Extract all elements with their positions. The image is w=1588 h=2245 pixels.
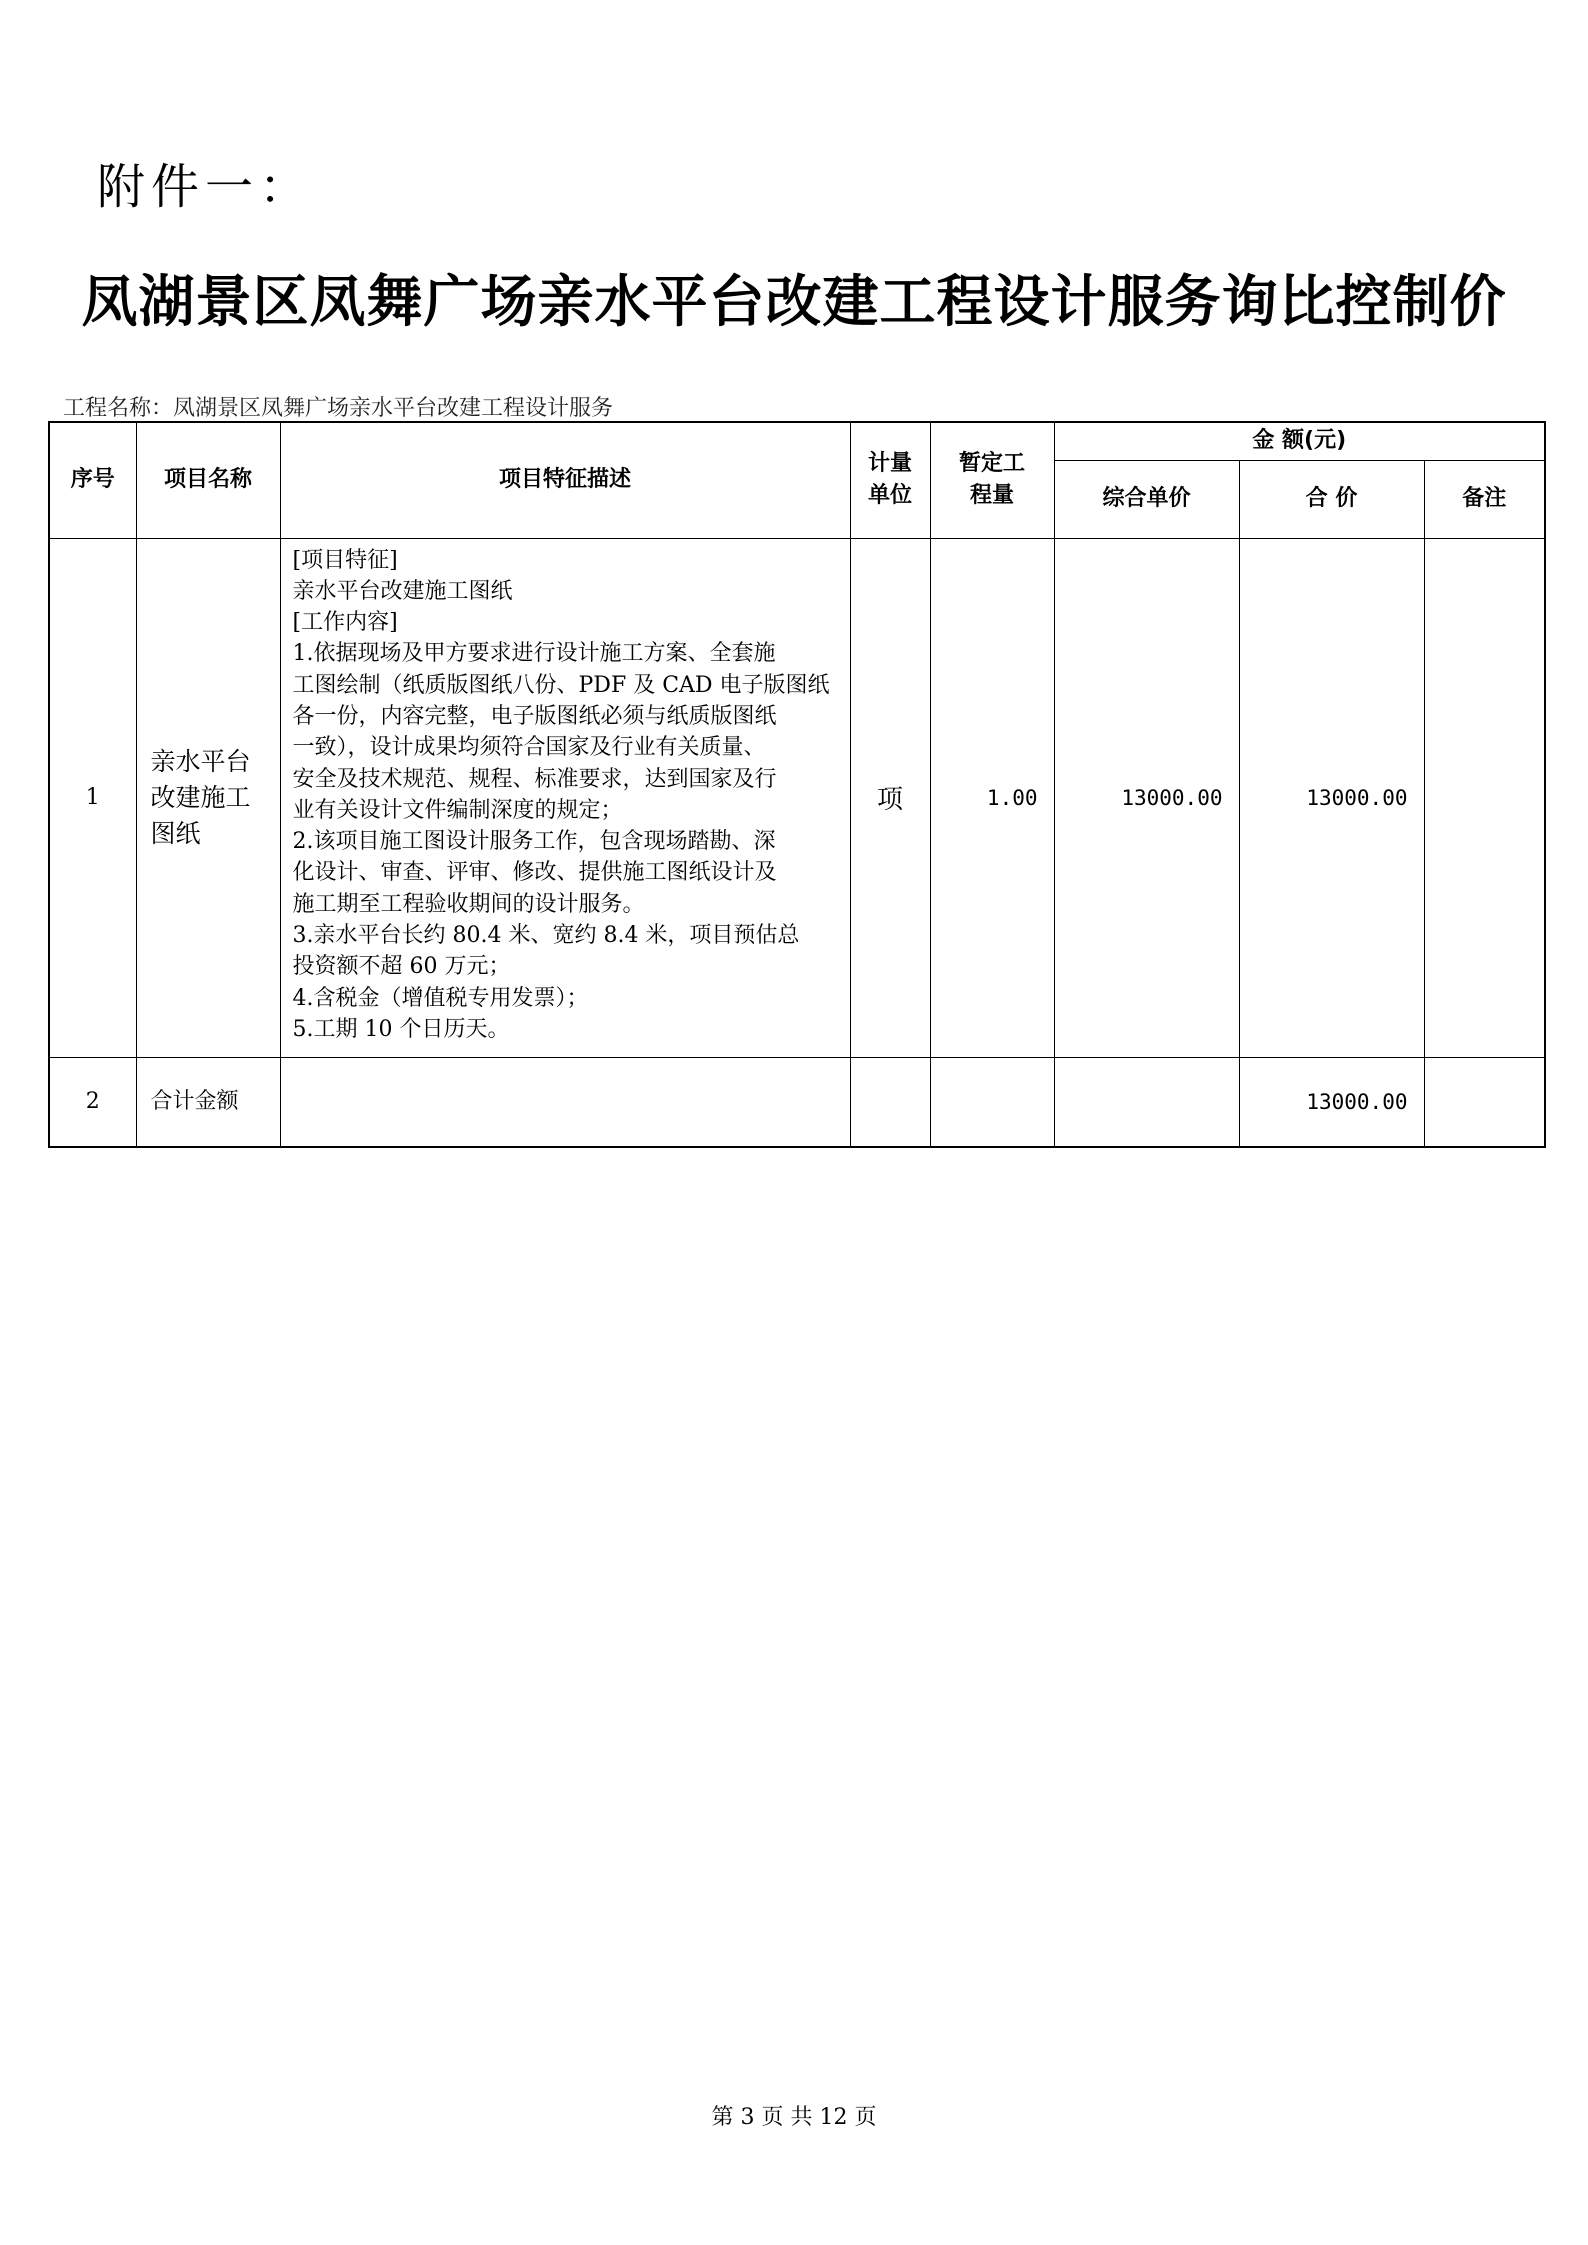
row-2-seq: 2: [49, 1057, 136, 1147]
item-name-line: 图纸: [150, 818, 201, 848]
header-item-name: 项目名称: [136, 422, 280, 538]
table-row: [49, 538, 1545, 1057]
header-unit-line-1: 计量: [867, 451, 912, 477]
row-2-remark: [1424, 1057, 1545, 1147]
page-number: 第 3 页 共 12 页: [711, 2105, 877, 2130]
row-1-seq: 1: [49, 538, 136, 1057]
description-line: 各一份，内容完整，电子版图纸必须与纸质版图纸: [292, 703, 777, 729]
attachment-label: 附件一：: [97, 159, 314, 215]
row-1-description: [280, 538, 850, 1057]
row-1-remark: [1424, 538, 1545, 1057]
description-line: 化设计、审查、评审、修改、提供施工图纸设计及: [292, 860, 777, 886]
description-line: [工作内容]: [292, 610, 398, 636]
row-1-total: 13000.00: [1239, 538, 1424, 1057]
row-2-unit-price: [1054, 1057, 1239, 1147]
row-2-quantity: [930, 1057, 1054, 1147]
item-name-line: 改建施工: [150, 782, 251, 812]
header-description: 项目特征描述: [280, 422, 850, 538]
description-line: 2.该项目施工图设计服务工作，包含现场踏勘、深: [292, 829, 776, 855]
project-name-label: 工程名称：: [63, 396, 174, 421]
description-line: 1.依据现场及甲方要求进行设计施工方案、全套施: [292, 641, 776, 667]
row-2-description: [280, 1057, 850, 1147]
row-2-item-name: 合计金额: [136, 1057, 280, 1147]
table-row: [49, 1057, 1545, 1147]
description-line: 施工期至工程验收期间的设计服务。: [292, 891, 645, 917]
header-total: 合 价: [1239, 460, 1424, 538]
header-quantity: [930, 422, 1054, 538]
description-line: 4.含税金（增值税专用发票）；: [292, 985, 589, 1011]
description-line: 3.亲水平台长约 80.4 米、宽约 8.4 米，项目预估总: [292, 923, 800, 949]
price-control-table: [48, 421, 1546, 1148]
description-line: 安全及技术规范、规程、标准要求，达到国家及行: [292, 766, 777, 792]
description-line: 亲水平台改建施工图纸: [292, 578, 513, 604]
description-line: 工图绘制（纸质版图纸八份、PDF 及 CAD 电子版图纸: [292, 672, 830, 698]
header-quantity-line-2: 程量: [969, 483, 1014, 509]
row-2-unit: [850, 1057, 930, 1147]
header-quantity-line-1: 暂定工: [958, 451, 1025, 477]
project-name-value: 凤湖景区凤舞广场亲水平台改建工程设计服务: [173, 396, 614, 421]
row-2-total: 13000.00: [1239, 1057, 1424, 1147]
header-row-1: [49, 422, 1545, 460]
row-1-item-name: [136, 538, 280, 1057]
row-1-unit-price: 13000.00: [1054, 538, 1239, 1057]
description-line: [项目特征]: [292, 547, 398, 573]
header-unit: [850, 422, 930, 538]
row-1-unit: 项: [850, 538, 930, 1057]
description-line: 投资额不超 60 万元；: [292, 954, 511, 980]
header-unit-price: 综合单价: [1054, 460, 1239, 538]
header-unit-line-2: 单位: [867, 483, 912, 509]
document-title: 凤湖景区凤舞广场亲水平台改建工程设计服务询比控制价: [81, 270, 1507, 335]
header-amount-group: 金 额(元): [1054, 422, 1545, 460]
header-seq: 序号: [49, 422, 136, 538]
item-name-line: 亲水平台: [150, 746, 251, 776]
row-1-quantity: 1.00: [930, 538, 1054, 1057]
description-line: 一致），设计成果均须符合国家及行业有关质量、: [292, 735, 766, 761]
description-line: 业有关设计文件编制深度的规定；: [292, 797, 623, 823]
project-name-line: [63, 391, 613, 422]
header-remark: 备注: [1424, 460, 1545, 538]
description-line: 5.工期 10 个日历天。: [292, 1016, 510, 1042]
